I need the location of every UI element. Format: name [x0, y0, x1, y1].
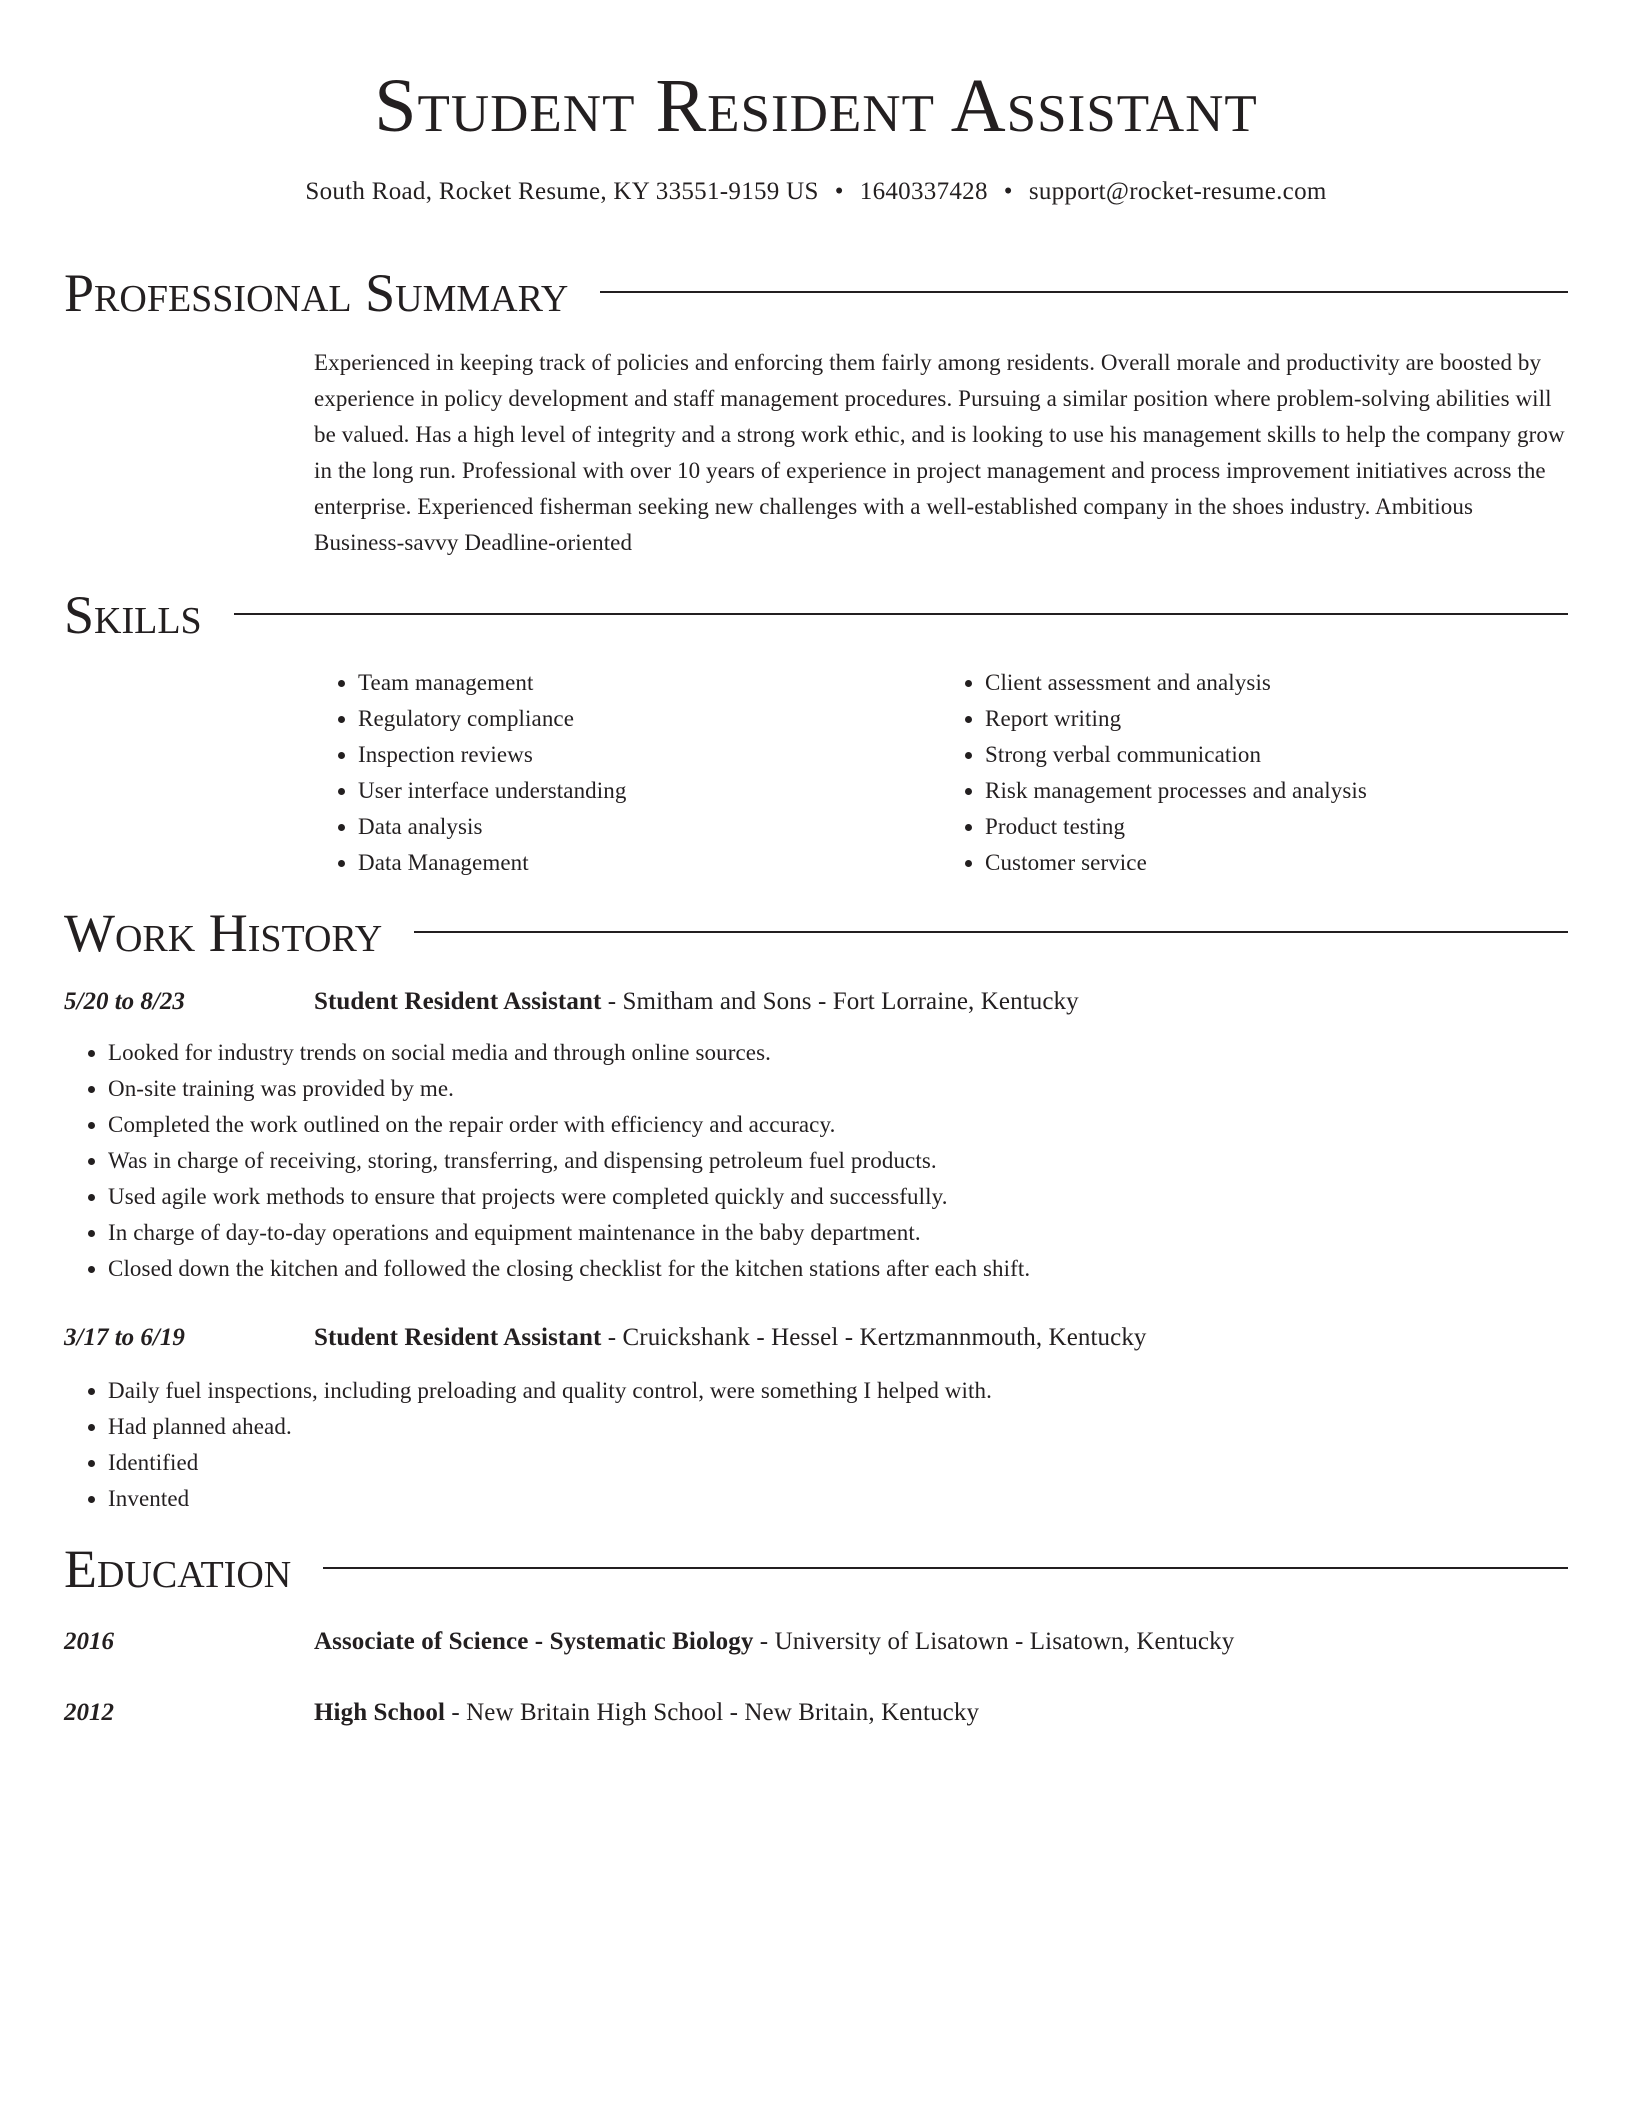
- skill-item: • Data Management: [358, 845, 941, 881]
- section-title-skills: Skills: [64, 585, 202, 645]
- skill-item: • Customer service: [985, 845, 1568, 881]
- skills-list: [314, 665, 1568, 881]
- section-divider: [600, 291, 1568, 293]
- job-bullet: • Was in charge of receiving, storing, transferring, and dispensing petroleum fuel products.: [108, 1143, 1568, 1179]
- section-header-education: [64, 1539, 1568, 1599]
- section-divider: [323, 1567, 1568, 1569]
- education-degree: Associate of Science - Systematic Biology: [314, 1628, 754, 1655]
- job-bullets: [64, 1373, 1568, 1517]
- contact-line: [64, 176, 1568, 208]
- section-title-education: Education: [64, 1539, 292, 1599]
- resume-name: Student Resident Assistant: [374, 64, 1258, 148]
- job-dates: 5/20 to 8/23: [64, 988, 185, 1015]
- skill-item: • Team management: [358, 665, 941, 701]
- section-header-work: [64, 903, 1568, 963]
- section-header-skills: [64, 585, 1568, 645]
- job-bullets: [64, 1035, 1568, 1287]
- education-title: [314, 1696, 979, 1730]
- job-bullet: • Identified: [108, 1445, 1568, 1481]
- job-entry: [64, 985, 1568, 1019]
- contact-separator: •: [1003, 178, 1013, 205]
- skill-item: • User interface understanding: [358, 773, 941, 809]
- job-entry: [64, 1321, 1568, 1355]
- job-employer: - Smitham and Sons - Fort Lorraine, Kentucky: [601, 988, 1079, 1015]
- skill-item: • Report writing: [985, 701, 1568, 737]
- education-entry: [64, 1625, 1568, 1659]
- skill-item: • Risk management processes and analysis: [985, 773, 1568, 809]
- job-bullet: • Daily fuel inspections, including preloading and quality control, were something I helped with.: [108, 1373, 1568, 1409]
- skills-column-left: [314, 665, 941, 881]
- job-bullet: • Invented: [108, 1481, 1568, 1517]
- education-year: 2012: [64, 1699, 114, 1726]
- section-divider: [234, 613, 1568, 615]
- contact-separator: •: [834, 178, 844, 205]
- contact-email[interactable]: support@rocket-resume.com: [1028, 178, 1327, 205]
- skill-item: • Product testing: [985, 809, 1568, 845]
- job-dates: 3/17 to 6/19: [64, 1324, 185, 1351]
- section-header-summary: [64, 263, 1568, 323]
- job-bullet: • On-site training was provided by me.: [108, 1071, 1568, 1107]
- skill-item: • Data analysis: [358, 809, 941, 845]
- skills-column-right: [941, 665, 1568, 881]
- job-bullet: • Had planned ahead.: [108, 1409, 1568, 1445]
- contact-phone: 1640337428: [859, 178, 988, 205]
- skill-item: • Regulatory compliance: [358, 701, 941, 737]
- section-divider: [414, 931, 1568, 933]
- job-bullet: • In charge of day-to-day operations and equipment maintenance in the baby department.: [108, 1215, 1568, 1251]
- contact-address: South Road, Rocket Resume, KY 33551-9159 US: [305, 178, 819, 205]
- education-year: 2016: [64, 1628, 114, 1655]
- education-title: [314, 1625, 1234, 1659]
- job-role: Student Resident Assistant: [314, 1324, 602, 1351]
- job-title: [314, 1321, 1147, 1355]
- job-bullet: • Closed down the kitchen and followed the closing checklist for the kitchen stations after each shift.: [108, 1251, 1568, 1287]
- job-bullet: • Used agile work methods to ensure that projects were completed quickly and successfully.: [108, 1179, 1568, 1215]
- job-title: [314, 985, 1079, 1019]
- skill-item: • Client assessment and analysis: [985, 665, 1568, 701]
- education-school: - University of Lisatown - Lisatown, Kentucky: [753, 1628, 1235, 1655]
- job-role: Student Resident Assistant: [314, 988, 602, 1015]
- job-bullet: • Looked for industry trends on social media and through online sources.: [108, 1035, 1568, 1071]
- skill-item: • Inspection reviews: [358, 737, 941, 773]
- education-degree: High School: [314, 1699, 445, 1726]
- skill-item: • Strong verbal communication: [985, 737, 1568, 773]
- section-title-summary: Professional Summary: [64, 263, 569, 323]
- summary-text: Experienced in keeping track of policies and enforcing them fairly among residents. Overall morale and productivity are boosted by experience in policy development and staff management procedures. Pursuing a similar position where problem-solving abilities will be valued. Has a high level of integrity and a strong work ethic, and is looking to use his management skills to help the company grow in the long run. Professional with over 10 years of experience in project management and process improvement initiatives across the enterprise. Experienced fisherman seeking new challenges with a well-established company in the shoes industry. Ambitious Business-savvy Deadline-oriented: [314, 350, 1565, 555]
- education-entry: [64, 1696, 1568, 1730]
- education-school: - New Britain High School - New Britain, Kentucky: [445, 1699, 980, 1726]
- job-bullet: • Completed the work outlined on the repair order with efficiency and accuracy.: [108, 1107, 1568, 1143]
- job-employer: - Cruickshank - Hessel - Kertzmannmouth, Kentucky: [601, 1324, 1147, 1351]
- section-title-work: Work History: [64, 903, 383, 963]
